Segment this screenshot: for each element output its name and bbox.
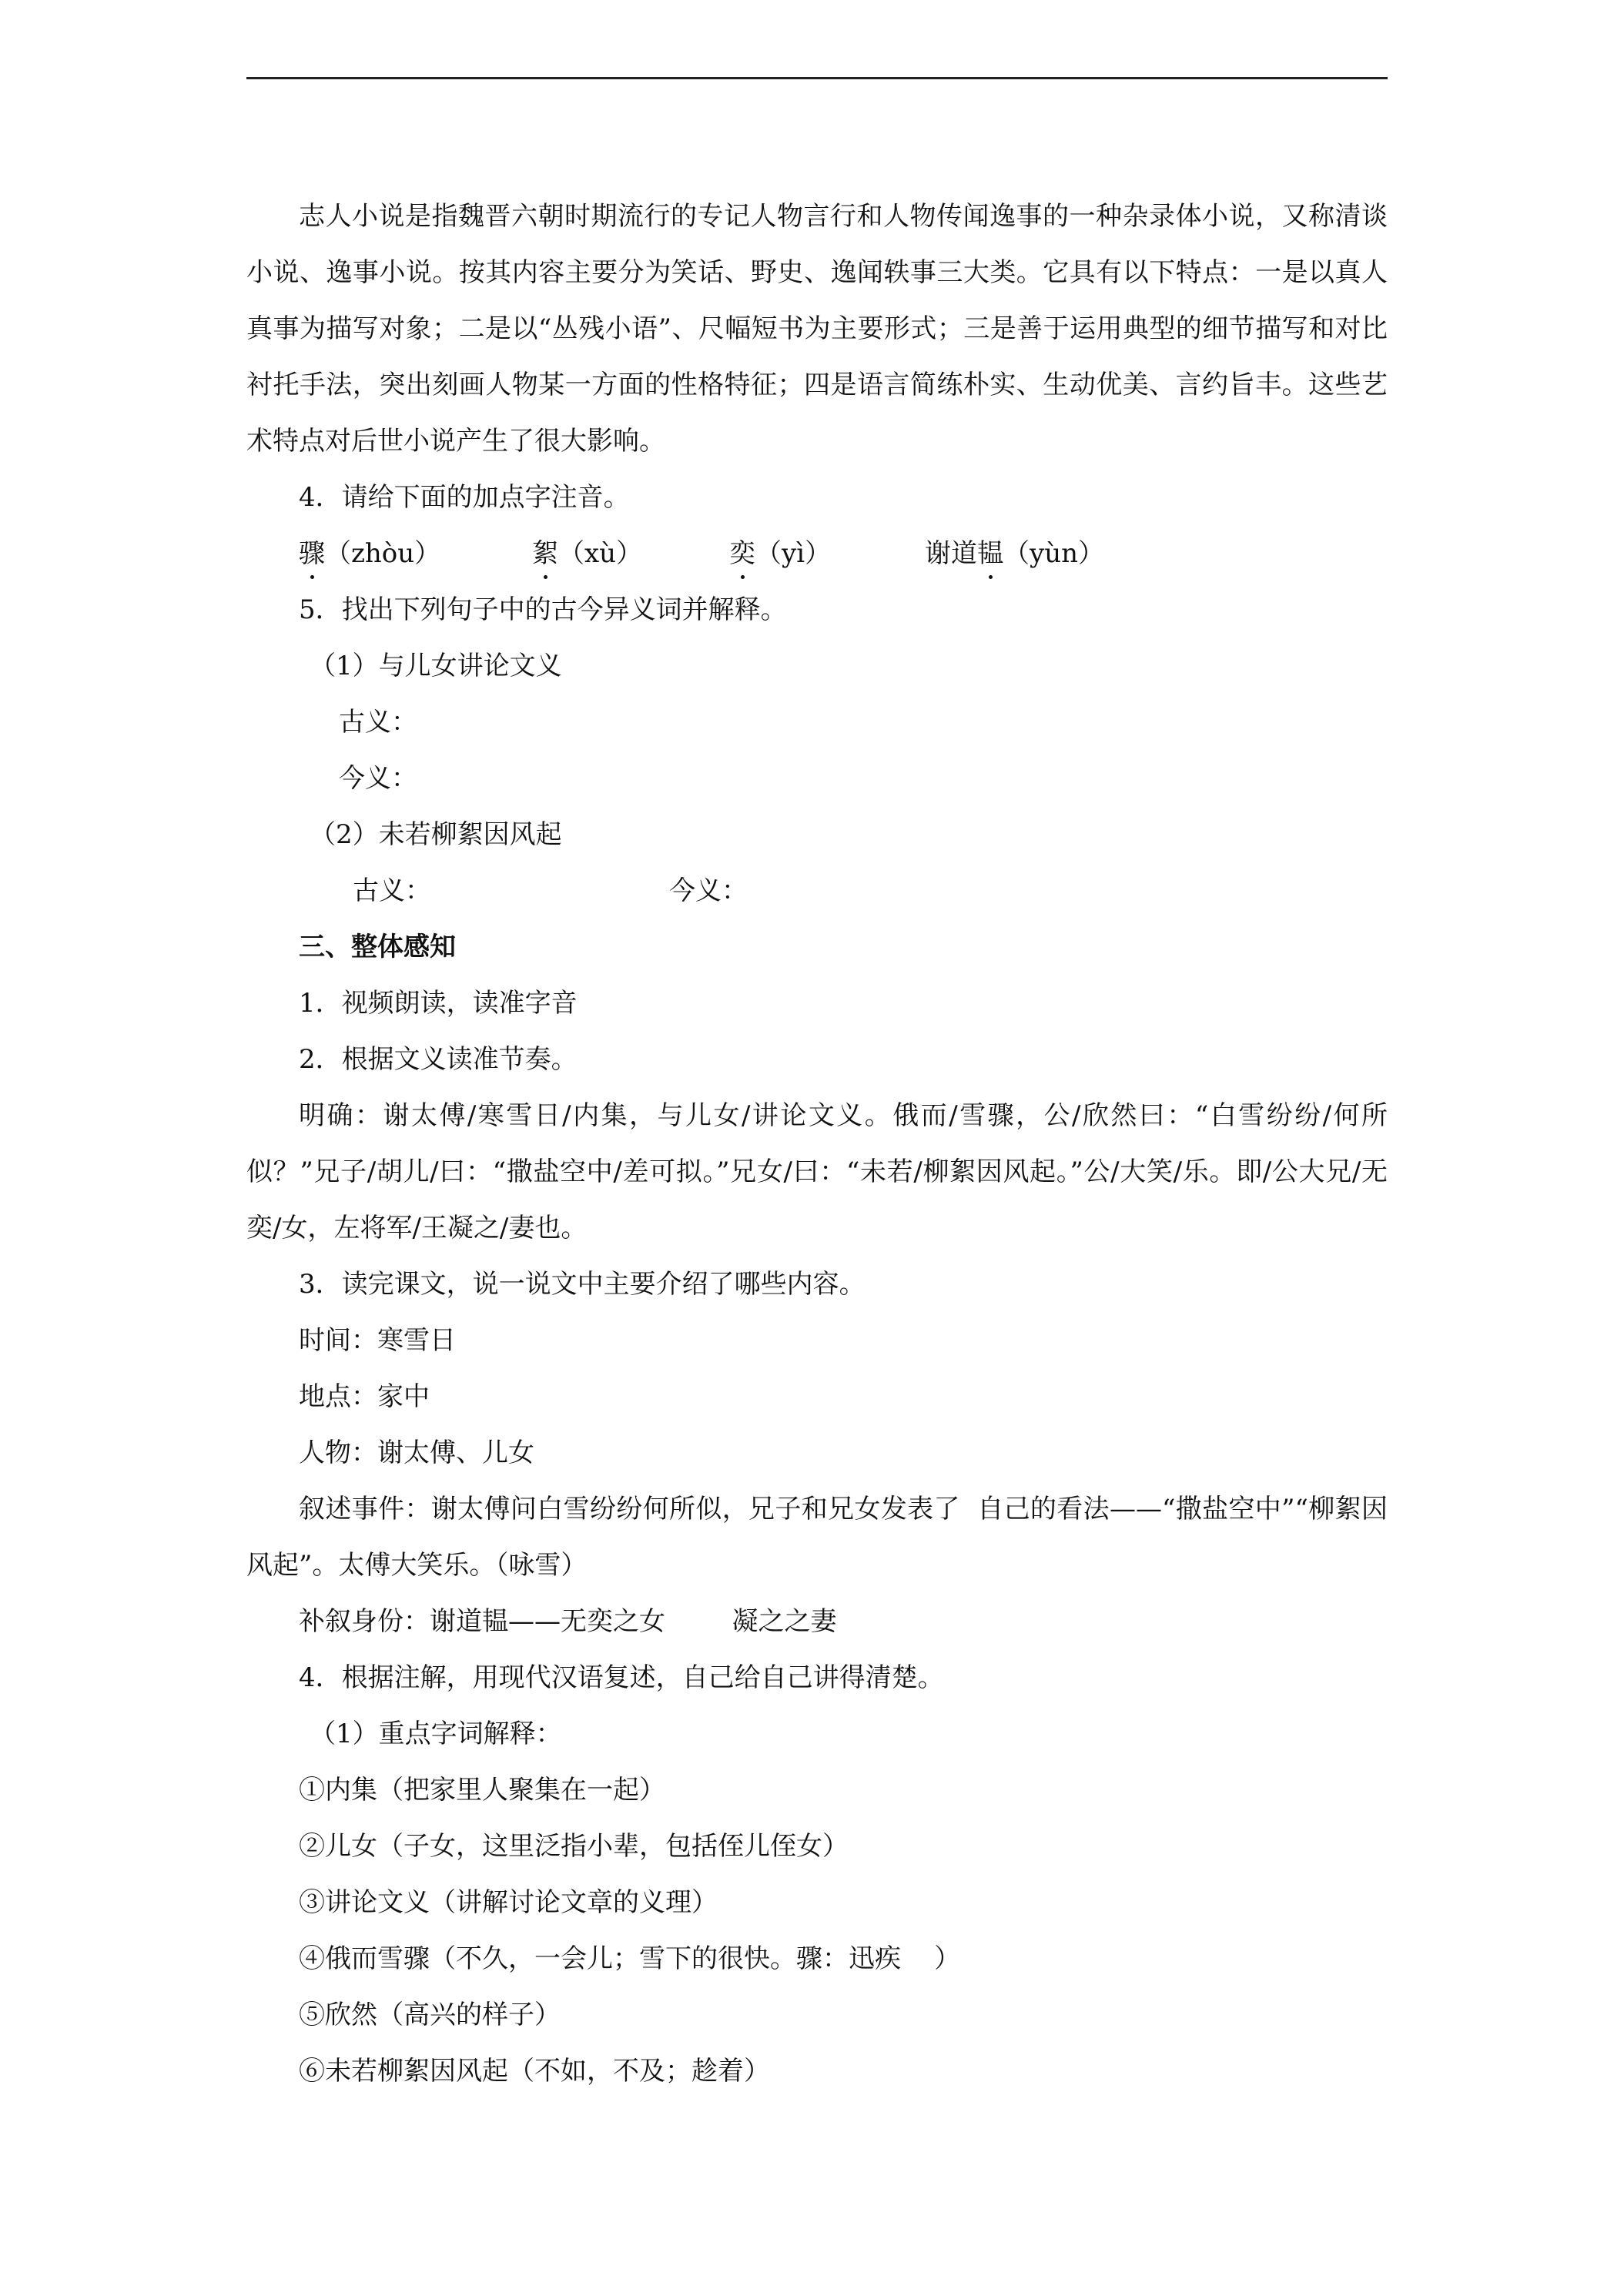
q5-s2-modern: 今义： [669,875,748,906]
people-line: 人物：谢太傅、儿女 [299,1438,534,1468]
pinyin-item-yun [925,526,1104,582]
q4-title: 4．请给下面的加点字注音。 [299,482,630,513]
pinyin-row [246,526,1388,582]
term-3: ③讲论文义（讲解讨论文章的义理） [299,1887,718,1918]
q5-sentence-2: （2）未若柳絮因风起 [310,819,562,850]
term-1: ①内集（把家里人聚集在一起） [299,1775,665,1806]
pinyin-reading: （xù） [558,538,643,569]
q5-s2-answers [246,863,1388,919]
item-4: 4．根据注解，用现代汉语复述，自己给自己讲得清楚。 [299,1662,944,1693]
dotted-char: 骤 [299,526,325,582]
pinyin-reading: （yì） [755,538,832,569]
pinyin-reading: （zhòu） [325,538,441,569]
pinyin-item-zhou [299,526,532,582]
dotted-char: 奕 [729,526,755,582]
event-paragraph: 叙述事件：谢太傅问白雪纷纷何所似，兄子和兄女发表了 自己的看法——“撒盐空中”“柳絮因风起”。太傅大笑乐。（咏雪） [246,1494,1388,1581]
section-heading: 三、整体感知 [299,932,456,962]
term-5: ⑤欣然（高兴的样子） [299,2000,561,2030]
q5-s1-modern: 今义： [339,763,417,794]
document-body [246,189,1388,2100]
pinyin-reading: （yùn） [1003,538,1105,569]
pinyin-item-yi [729,526,925,582]
time-line: 时间：寒雪日 [299,1325,456,1356]
place-line: 地点：家中 [299,1381,430,1412]
intro-paragraph: 志人小说是指魏晋六朝时期流行的专记人物言行和人物传闻逸事的一种杂录体小说，又称清谈小说、逸事小说。按其内容主要分为笑话、野史、逸闻轶事三大类。它具有以下特点：一是以真人真事为描写对象；二是以“丛残小语”、尺幅短书为主要形式；三是善于运用典型的细节描写和对比衬托手法，突出刻画人物某一方面的性格特征；四是语言简练朴实、生动优美、言约旨丰。这些艺术特点对后世小说产生了很大影响。 [246,201,1388,457]
mingque-paragraph: 明确：谢太傅/寒雪日/内集，与儿女/讲论文义。俄而/雪骤，公/欣然曰：“白雪纷纷/何所似？”兄子/胡儿/曰：“撒盐空中/差可拟。”兄女/曰：“未若/柳絮因风起。”公/大笑/乐。即/公大兄/无奕/女，左将军/王凝之/妻也。 [246,1100,1388,1243]
item-1: 1．视频朗读，读准字音 [299,988,578,1019]
q5-s1-ancient: 古义： [339,707,417,738]
pinyin-item-xu [532,526,729,582]
dotted-char: 絮 [532,526,558,582]
pinyin-prefix: 谢道 [925,538,977,569]
q5-sentence-1: （1）与儿女讲论文义 [310,651,562,681]
identity-line: 补叙身份：谢道韫——无奕之女 凝之之妻 [299,1606,837,1637]
item-3: 3．读完课文，说一说文中主要介绍了哪些内容。 [299,1269,866,1300]
item-2: 2．根据文义读准节奏。 [299,1044,578,1075]
header-rule [246,77,1388,79]
dotted-char: 韫 [977,526,1003,582]
term-2: ②儿女（子女，这里泛指小辈，包括侄儿侄女） [299,1831,849,1862]
item-4-sub: （1）重点字词解释： [310,1719,562,1749]
term-6: ⑥未若柳絮因风起（不如，不及；趁着） [299,2056,770,2087]
q5-title: 5．找出下列句子中的古今异义词并解释。 [299,594,787,625]
q5-s2-ancient: 古义： [353,875,431,906]
term-4: ④俄而雪骤（不久，一会儿；雪下的很快。骤：迅疾 ） [299,1943,961,1974]
